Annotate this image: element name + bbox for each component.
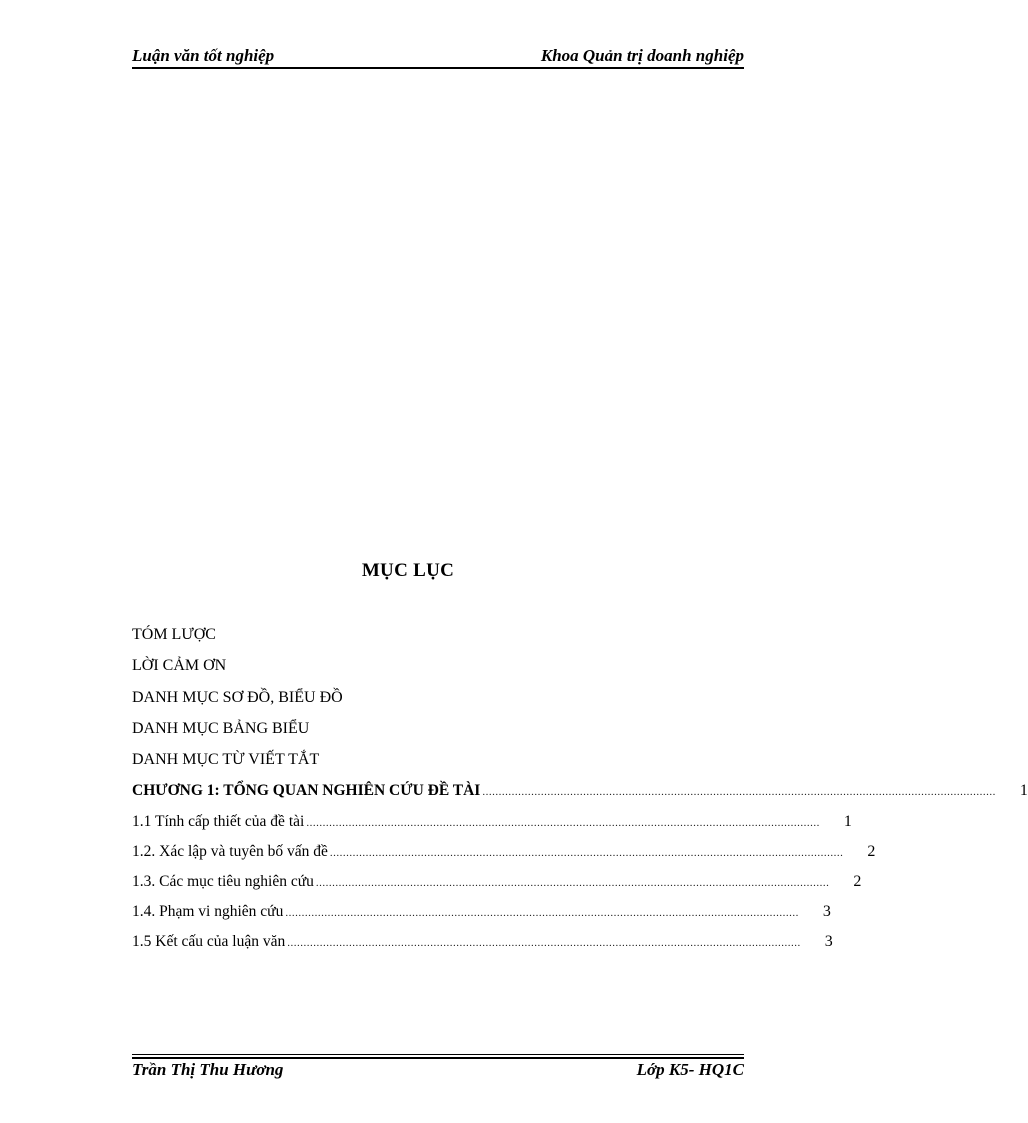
footer-divider-thin (132, 1054, 744, 1055)
toc-entry-page: 2 (853, 873, 862, 890)
toc-entry-page: 1 (1019, 782, 1028, 799)
header-divider (132, 67, 744, 69)
toc-entry-page: 3 (824, 933, 833, 950)
toc-entry-chapter-1 (132, 782, 1028, 804)
page-footer (132, 1060, 744, 1084)
toc-entry (132, 813, 852, 835)
toc-leader-dots: .............................................................................................................................................................. (315, 877, 830, 889)
toc-entry-page: 2 (867, 843, 876, 860)
toc-leader-dots: .............................................................................................................................................................. (287, 937, 801, 949)
toc-front-item: TÓM LƯỢC (132, 626, 216, 643)
toc-front-item: DANH MỤC TỪ VIẾT TẮT (132, 751, 320, 768)
footer-class: Lớp K5- HQ1C (636, 1060, 744, 1079)
toc-leader-dots: .............................................................................................................................................................. (306, 817, 820, 829)
toc-entry (132, 873, 862, 895)
toc-entry-label: 1.1 Tính cấp thiết của đề tài (132, 813, 305, 830)
toc-entry (132, 903, 831, 925)
footer-divider-thick (132, 1057, 744, 1059)
toc-entry-label: 1.3. Các mục tiêu nghiên cứu (132, 873, 314, 890)
toc-entry-page: 3 (822, 903, 831, 920)
toc-front-item: DANH MỤC BẢNG BIỂU (132, 720, 310, 737)
toc-leader-dots: .............................................................................................................................................................. (329, 847, 844, 859)
toc-leader-dots: .............................................................................................................................................................. (482, 786, 996, 798)
toc-leader-dots: .............................................................................................................................................................. (285, 907, 799, 919)
header-thesis-label: Luận văn tốt nghiệp (132, 46, 275, 65)
toc-entry-label: CHƯƠNG 1: TỔNG QUAN NGHIÊN CỨU ĐỀ TÀI (132, 782, 481, 799)
toc-front-item: DANH MỤC SƠ ĐỒ, BIỂU ĐỒ (132, 689, 343, 706)
toc-entry (132, 933, 833, 955)
toc-entry (132, 843, 876, 865)
toc-entry-page: 1 (843, 813, 852, 830)
footer-author: Trần Thị Thu Hương (132, 1060, 284, 1079)
toc-front-item: LỜI CẢM ƠN (132, 657, 227, 674)
toc-entry-label: 1.2. Xác lập và tuyên bố vấn đề (132, 843, 328, 860)
page-header (132, 44, 744, 68)
toc-entry-label: 1.4. Phạm vi nghiên cứu (132, 903, 284, 920)
toc-title: MỤC LỤC (361, 560, 455, 581)
header-faculty-label: Khoa Quản trị doanh nghiệp (540, 46, 744, 65)
toc-entry-label: 1.5 Kết cấu của luận văn (132, 933, 286, 950)
